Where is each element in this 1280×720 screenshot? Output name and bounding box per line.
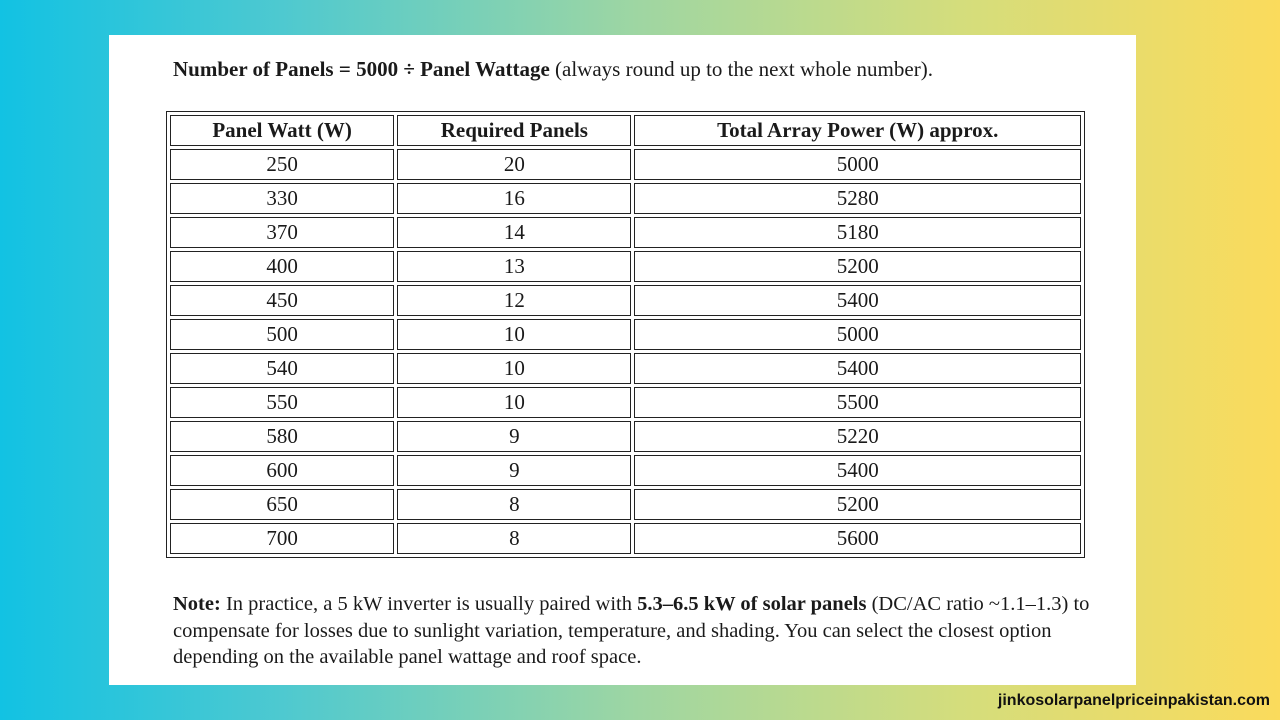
table-row [170, 183, 1081, 214]
table-row [170, 217, 1081, 248]
cell-required-panels: 12 [397, 285, 631, 316]
header-panel-watt: Panel Watt (W) [170, 115, 394, 146]
cell-panel-watt: 600 [170, 455, 394, 486]
cell-required-panels: 16 [397, 183, 631, 214]
table-row [170, 319, 1081, 350]
cell-panel-watt: 250 [170, 149, 394, 180]
site-watermark: jinkosolarpanelpriceinpakistan.com [997, 692, 1270, 709]
table-row [170, 149, 1081, 180]
note-paragraph [173, 591, 1093, 671]
cell-total-power: 5600 [634, 523, 1081, 554]
formula-bold: Number of Panels = 5000 ÷ Panel Wattage [173, 57, 550, 81]
cell-total-power: 5000 [634, 149, 1081, 180]
note-bold-text: 5.3–6.5 kW of solar panels [637, 593, 867, 615]
cell-required-panels: 13 [397, 251, 631, 282]
table-row [170, 285, 1081, 316]
formula-note: (always round up to the next whole number). [549, 57, 933, 81]
cell-total-power: 5400 [634, 455, 1081, 486]
cell-total-power: 5500 [634, 387, 1081, 418]
cell-required-panels: 10 [397, 387, 631, 418]
table-row [170, 489, 1081, 520]
cell-panel-watt: 540 [170, 353, 394, 384]
cell-required-panels: 8 [397, 523, 631, 554]
table-row [170, 251, 1081, 282]
panels-table [166, 111, 1085, 558]
cell-panel-watt: 580 [170, 421, 394, 452]
cell-required-panels: 14 [397, 217, 631, 248]
header-total-array-power: Total Array Power (W) approx. [634, 115, 1081, 146]
cell-panel-watt: 450 [170, 285, 394, 316]
table-row [170, 421, 1081, 452]
cell-required-panels: 20 [397, 149, 631, 180]
cell-panel-watt: 650 [170, 489, 394, 520]
cell-required-panels: 8 [397, 489, 631, 520]
note-label: Note: [173, 593, 221, 615]
header-required-panels: Required Panels [397, 115, 631, 146]
cell-total-power: 5200 [634, 489, 1081, 520]
cell-panel-watt: 370 [170, 217, 394, 248]
cell-required-panels: 9 [397, 421, 631, 452]
cell-required-panels: 9 [397, 455, 631, 486]
cell-total-power: 5000 [634, 319, 1081, 350]
formula-line [173, 57, 933, 82]
cell-total-power: 5280 [634, 183, 1081, 214]
cell-panel-watt: 500 [170, 319, 394, 350]
cell-total-power: 5400 [634, 353, 1081, 384]
table-row [170, 387, 1081, 418]
cell-panel-watt: 330 [170, 183, 394, 214]
cell-total-power: 5400 [634, 285, 1081, 316]
cell-total-power: 5200 [634, 251, 1081, 282]
cell-total-power: 5180 [634, 217, 1081, 248]
cell-panel-watt: 550 [170, 387, 394, 418]
cell-required-panels: 10 [397, 319, 631, 350]
table-row [170, 523, 1081, 554]
table-row [170, 353, 1081, 384]
table-row [170, 455, 1081, 486]
cell-panel-watt: 700 [170, 523, 394, 554]
note-text-1: In practice, a 5 kW inverter is usually paired with [220, 593, 638, 615]
content-card [109, 35, 1136, 685]
cell-required-panels: 10 [397, 353, 631, 384]
cell-total-power: 5220 [634, 421, 1081, 452]
note-text-2: (DC/AC ratio ~1.1–1.3) to compensate for losses due to sunlight variation, temperature, and shading. You can select the closest option depending on the available panel wattage and roof space. [173, 593, 1090, 668]
table-header-row [170, 115, 1081, 146]
cell-panel-watt: 400 [170, 251, 394, 282]
